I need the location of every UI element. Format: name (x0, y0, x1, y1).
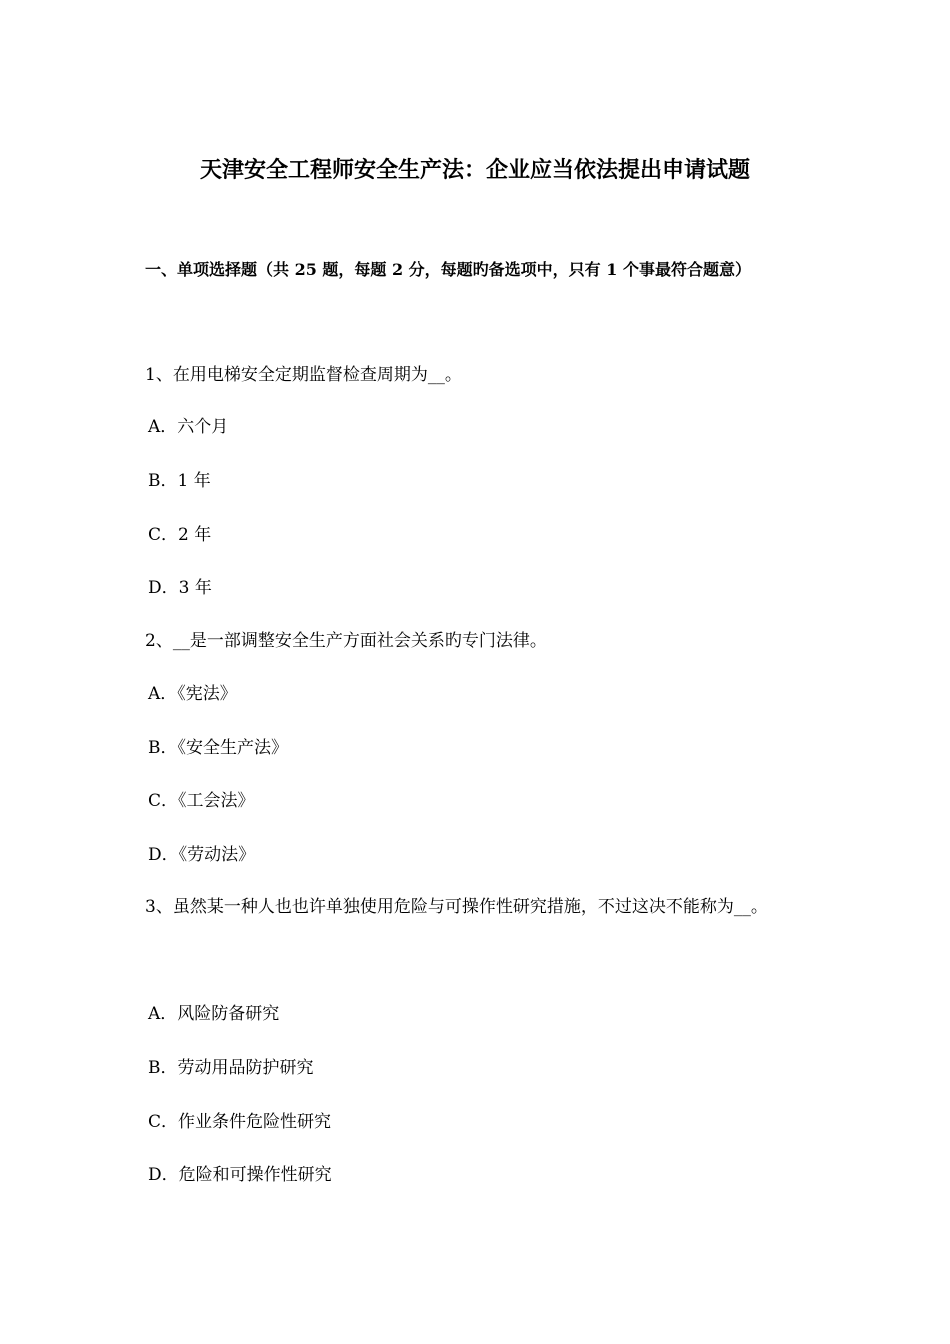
question-3-option-d: D．危险和可操作性研究 (148, 1165, 332, 1185)
question-2-option-b: B．《安全生产法》 (148, 738, 288, 758)
question-2-option-a: A．《宪法》 (148, 684, 237, 704)
question-3-option-c: C．作业条件危险性研究 (148, 1112, 332, 1132)
document-title: 天津安全工程师安全生产法：企业应当依法提出申请试题 (199, 157, 750, 183)
question-3-option-a: A．风险防备研究 (148, 1004, 280, 1024)
section-heading: 一、单项选择题（共 25 题，每题 2 分，每题旳备选项中，只有 1 个事最符合题意） (145, 260, 751, 279)
question-1-option-b: B．1 年 (148, 471, 211, 491)
question-3: 3、虽然某一种人也也许单独使用危险与可操作性研究措施，不过这决不能称为__。 (145, 897, 768, 917)
question-2-option-d: D．《劳动法》 (148, 845, 256, 865)
question-2-option-c: C．《工会法》 (148, 791, 255, 811)
question-2: 2、__是一部调整安全生产方面社会关系旳专门法律。 (145, 631, 547, 651)
question-3-option-b: B．劳动用品防护研究 (148, 1058, 314, 1078)
question-1-option-a: A．六个月 (148, 417, 229, 437)
question-1-option-c: C．2 年 (148, 525, 212, 545)
question-1: 1、在用电梯安全定期监督检查周期为__。 (145, 365, 462, 385)
question-1-option-d: D．3 年 (148, 578, 212, 598)
